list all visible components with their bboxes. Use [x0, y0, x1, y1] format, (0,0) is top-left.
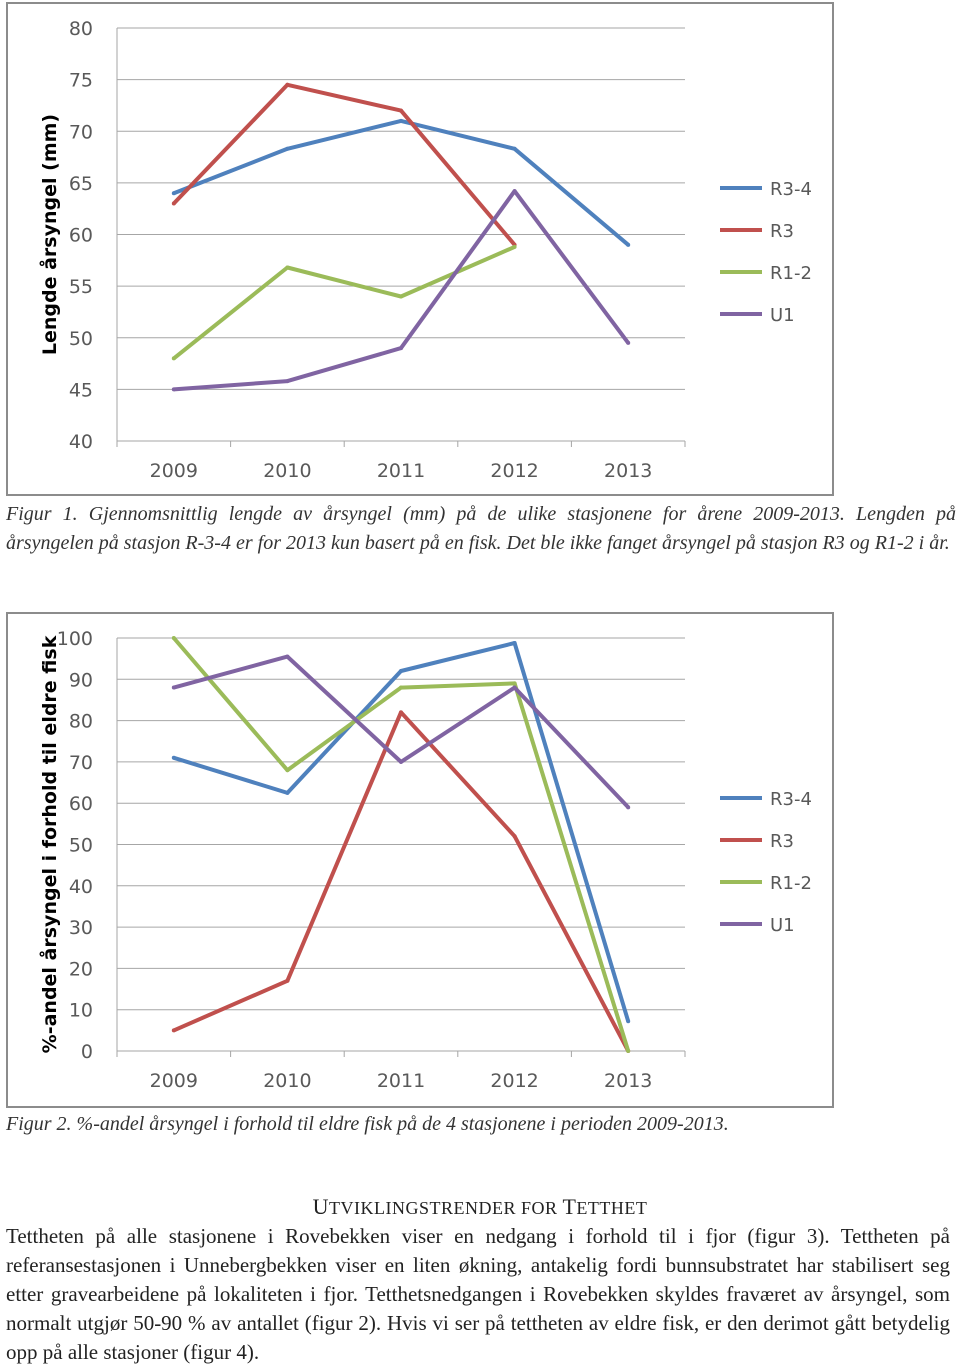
legend-label: R3: [770, 221, 794, 242]
data-point-r3-4: [172, 191, 176, 195]
y-tick-label: 40: [68, 431, 93, 453]
x-tick-label: 2011: [376, 1070, 426, 1092]
data-point-r1-2: [399, 686, 403, 690]
y-tick-label: 100: [56, 628, 93, 650]
y-tick-label: 80: [68, 18, 93, 40]
data-point-u1: [172, 686, 176, 690]
y-tick-label: 40: [68, 875, 93, 898]
y-tick-label: 70: [68, 121, 93, 144]
data-point-r3-4: [399, 119, 403, 123]
y-tick-label: 90: [68, 669, 93, 692]
data-point-r3: [513, 834, 517, 838]
figure-1-caption: Figur 1. Gjennomsnittlig lengde av årsyngel (mm) på de ulike stasjonene for årene 2009-2013. Lengden på årsyngelen på stasjon R-3-4 er for 2013 kun basert på en fisk. Det ble ikke fanget årsyngel på stasjon R3 og R1-2 i år.: [6, 503, 956, 554]
x-tick-label: 2010: [263, 1070, 312, 1092]
legend-label: U1: [770, 305, 795, 326]
data-point-r3: [172, 202, 176, 206]
x-tick-label: 2010: [263, 460, 312, 482]
data-point-r3: [172, 1028, 176, 1032]
share-chart-svg: [8, 614, 836, 1110]
share-chart: [6, 612, 834, 1108]
data-point-r1-2: [285, 768, 289, 772]
data-point-u1: [399, 346, 403, 350]
y-tick-label: 80: [68, 710, 93, 733]
length-chart: [6, 2, 834, 496]
data-point-u1: [626, 341, 630, 345]
data-point-r3: [399, 710, 403, 714]
legend-label: U1: [770, 915, 795, 936]
legend-label: R1-2: [770, 873, 812, 894]
data-point-u1: [513, 189, 517, 193]
length-chart-svg: [8, 4, 836, 498]
data-point-r1-2: [172, 636, 176, 640]
data-point-r3-4: [513, 147, 517, 151]
data-point-u1: [285, 655, 289, 659]
y-tick-label: 55: [68, 276, 93, 299]
data-point-r3-4: [626, 1019, 630, 1023]
data-point-r3-4: [172, 756, 176, 760]
data-point-u1: [626, 805, 630, 809]
y-tick-label: 70: [68, 751, 93, 774]
data-point-r3: [285, 83, 289, 87]
series-line-u1: [174, 191, 628, 389]
legend-label: R1-2: [770, 263, 812, 284]
data-point-r3-4: [513, 641, 517, 645]
data-point-u1: [513, 686, 517, 690]
legend-label: R3-4: [770, 179, 812, 200]
series-line-r3: [174, 85, 515, 245]
data-point-u1: [172, 387, 176, 391]
x-tick-label: 2009: [149, 1070, 198, 1092]
y-axis-label: Lengde årsyngel (mm): [39, 113, 61, 356]
x-tick-label: 2012: [490, 460, 539, 482]
y-tick-label: 60: [68, 224, 93, 247]
data-point-r3-4: [399, 669, 403, 673]
data-point-r1-2: [285, 266, 289, 270]
data-point-r1-2: [513, 681, 517, 685]
y-tick-label: 45: [68, 379, 93, 402]
y-tick-label: 75: [68, 69, 93, 92]
data-point-r3-4: [626, 243, 630, 247]
data-point-r1-2: [399, 294, 403, 298]
x-tick-label: 2011: [376, 460, 426, 482]
y-tick-label: 50: [68, 327, 93, 350]
data-point-r3-4: [285, 791, 289, 795]
data-point-r1-2: [626, 1049, 630, 1053]
legend-label: R3: [770, 831, 794, 852]
data-point-r1-2: [513, 245, 517, 249]
y-tick-label: 10: [68, 999, 93, 1022]
legend-label: R3-4: [770, 789, 812, 810]
y-tick-label: 20: [68, 958, 93, 981]
y-axis-label: %-andel årsyngel i forhold til eldre fisk: [39, 635, 61, 1054]
x-tick-label: 2013: [604, 460, 653, 482]
y-tick-label: 30: [68, 917, 93, 940]
data-point-u1: [285, 379, 289, 383]
x-tick-label: 2012: [490, 1070, 539, 1092]
y-tick-label: 65: [68, 172, 93, 195]
data-point-r3-4: [285, 147, 289, 151]
section-heading: UTVIKLINGSTRENDER FOR TETTHET: [312, 1194, 648, 1219]
y-tick-label: 60: [68, 793, 93, 816]
data-point-r3: [399, 109, 403, 113]
y-tick-label: 0: [80, 1041, 93, 1063]
x-tick-label: 2009: [149, 460, 198, 482]
body-paragraph: Tettheten på alle stasjonene i Rovebekken viser en nedgang i forhold til i fjor (figur 3). Tettheten på referansestasjonen i Unnebergbekken viser en liten økning, antakelig fordi bunnsubstratet har stabilisert seg etter gravearbeidene på lokaliteten i fjor. Tetthetsnedgangen i Rovebekken skyldes fraværet av årsyngel, som normalt utgjør 50-90 % av antallet (figur 2). Hvis vi ser på tettheten av eldre fisk, er den derimot gått betydelig opp på alle stasjoner (figur 4).: [6, 1224, 950, 1364]
data-point-r1-2: [172, 356, 176, 360]
x-tick-label: 2013: [604, 1070, 653, 1092]
y-tick-label: 50: [68, 834, 93, 857]
data-point-u1: [399, 760, 403, 764]
figure-2-caption: Figur 2. %-andel årsyngel i forhold til eldre fisk på de 4 stasjonene i perioden 2009-2013.: [6, 1113, 729, 1135]
data-point-r3: [285, 979, 289, 983]
